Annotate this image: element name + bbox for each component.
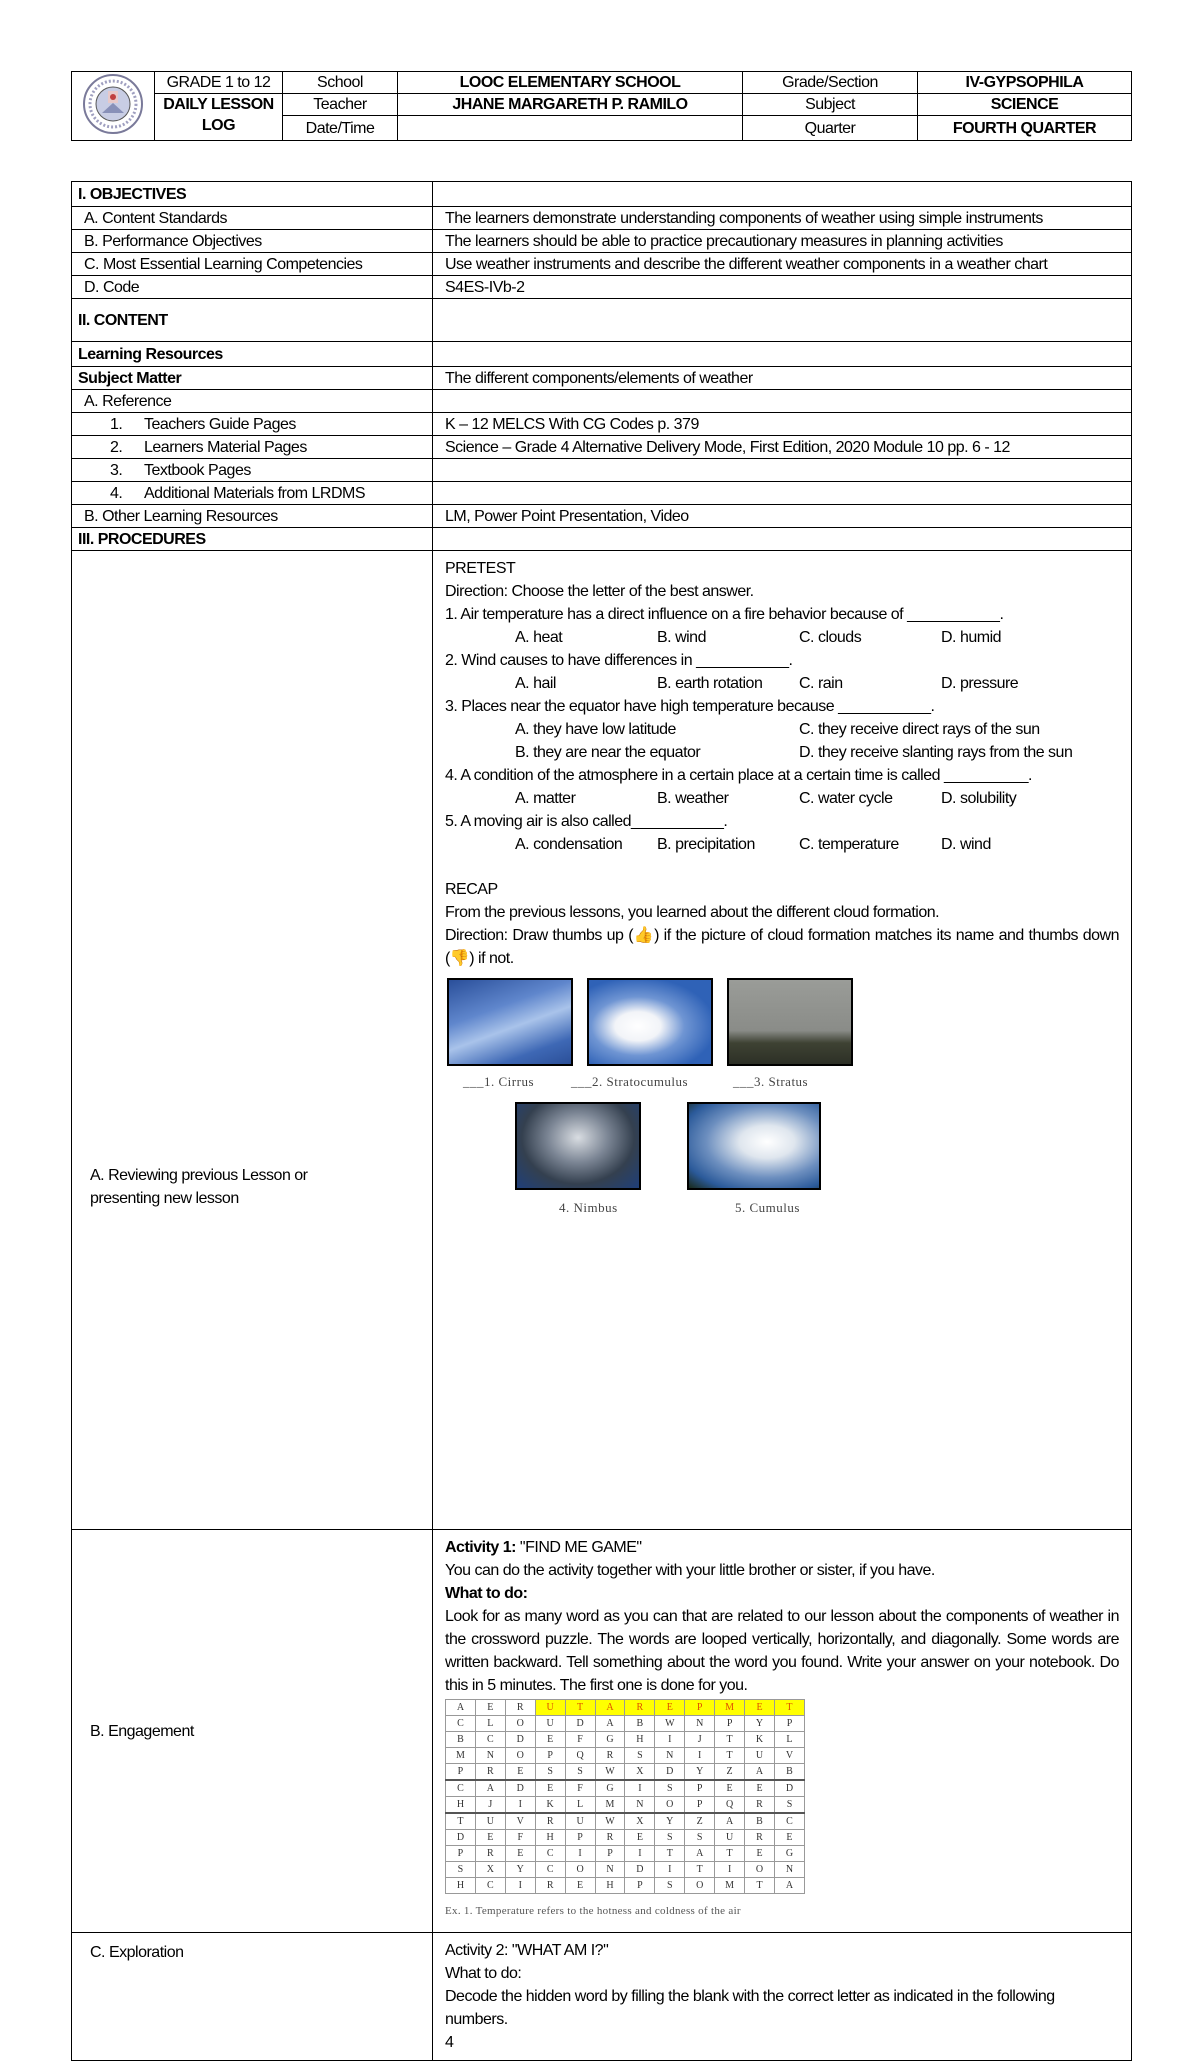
grid-cell: R — [475, 1846, 505, 1862]
grid-cell: P — [685, 1797, 715, 1814]
other-resources-label: B. Other Learning Resources — [72, 505, 433, 528]
activity1-title-rest: "FIND ME GAME" — [515, 1539, 642, 1556]
grid-cell: G — [595, 1732, 625, 1748]
grid-cell: E — [625, 1830, 655, 1846]
school-value: LOOC ELEMENTARY SCHOOL — [398, 72, 743, 94]
grid-row — [446, 1846, 805, 1862]
grid-cell: P — [685, 1700, 715, 1716]
grid-cell: H — [625, 1732, 655, 1748]
grid-cell: D — [625, 1862, 655, 1878]
grid-cell: T — [685, 1862, 715, 1878]
question-5-options — [445, 833, 1119, 856]
grid-cell: H — [446, 1878, 476, 1894]
log-title-line2: DAILY LESSON — [163, 96, 274, 113]
teacher-label: Teacher — [283, 94, 398, 116]
grid-cell: A — [715, 1813, 745, 1830]
deped-seal — [72, 72, 155, 141]
option: D. they receive slanting rays from the sun — [799, 744, 1073, 761]
grade-section-value: IV-GYPSOPHILA — [918, 72, 1132, 94]
grid-cell: E — [535, 1732, 565, 1748]
objective-label: B. Performance Objectives — [72, 230, 433, 253]
question-3: 3. Places near the equator have high temperature because ___________. — [445, 698, 935, 715]
option: C. temperature — [799, 836, 899, 853]
grid-cell: I — [655, 1732, 685, 1748]
grid-cell: E — [475, 1700, 505, 1716]
grid-cell: R — [745, 1797, 775, 1814]
caption-nimbus: 4. Nimbus — [559, 1200, 618, 1215]
option: D. humid — [941, 629, 1002, 646]
grid-cell: C — [475, 1732, 505, 1748]
activity1-what: What to do: — [445, 1585, 528, 1602]
stratocumulus-image — [587, 978, 713, 1066]
grid-cell: W — [595, 1813, 625, 1830]
grid-cell: C — [446, 1780, 476, 1797]
lesson-log-page — [71, 71, 1131, 2061]
grid-cell: R — [625, 1700, 655, 1716]
grid-cell: N — [595, 1862, 625, 1878]
grid-cell: X — [475, 1862, 505, 1878]
activity1-title — [445, 1536, 1119, 1559]
pretest-direction: Direction: Choose the letter of the best answer. — [445, 583, 754, 600]
grid-cell: R — [745, 1830, 775, 1846]
datetime-value — [398, 116, 743, 141]
grid-cell: P — [535, 1748, 565, 1764]
caption-stratocumulus: ___2. Stratocumulus — [571, 1074, 689, 1089]
caption-cirrus: ___1. Cirrus — [463, 1074, 534, 1089]
option: A. they have low latitude — [515, 721, 676, 738]
grid-row — [446, 1764, 805, 1781]
grid-cell: E — [774, 1830, 804, 1846]
grid-cell: U — [535, 1716, 565, 1732]
grid-cell: S — [565, 1764, 595, 1781]
ref-row-label — [72, 413, 433, 436]
other-resources-value: LM, Power Point Presentation, Video — [433, 505, 1132, 528]
ref-value: K – 12 MELCS With CG Codes p. 379 — [433, 413, 1132, 436]
grid-cell: D — [565, 1716, 595, 1732]
option: D. solubility — [941, 790, 1017, 807]
objective-label: D. Code — [72, 276, 433, 299]
grid-cell: Y — [505, 1862, 535, 1878]
grid-cell: A — [595, 1700, 625, 1716]
ref-row-label — [72, 459, 433, 482]
grid-row — [446, 1797, 805, 1814]
grid-cell: Z — [715, 1764, 745, 1781]
question-3-options — [445, 718, 1119, 741]
teacher-value: JHANE MARGARETH P. RAMILO — [398, 94, 743, 116]
grid-cell: H — [446, 1797, 476, 1814]
grid-row — [446, 1878, 805, 1894]
log-title-line3: LOG — [201, 117, 236, 134]
grid-cell: C — [535, 1862, 565, 1878]
grid-row — [446, 1862, 805, 1878]
grid-cell: A — [745, 1764, 775, 1781]
grid-cell: T — [446, 1813, 476, 1830]
grid-cell: D — [446, 1830, 476, 1846]
grid-cell: C — [475, 1878, 505, 1894]
grid-cell: P — [565, 1830, 595, 1846]
grid-cell: N — [625, 1797, 655, 1814]
grid-row — [446, 1748, 805, 1764]
option: A. matter — [515, 790, 576, 807]
grid-cell: E — [655, 1700, 685, 1716]
option: B. wind — [657, 629, 706, 646]
grid-cell: O — [505, 1748, 535, 1764]
grid-cell: W — [595, 1764, 625, 1781]
exploration-cell — [433, 1933, 1132, 2061]
grid-row — [446, 1700, 805, 1716]
grid-row — [446, 1830, 805, 1846]
grid-cell: Z — [685, 1813, 715, 1830]
objective-label: A. Content Standards — [72, 207, 433, 230]
grade-section-label: Grade/Section — [743, 72, 918, 94]
grid-cell: O — [745, 1862, 775, 1878]
pretest-recap-cell — [433, 551, 1132, 1530]
grid-cell: A — [595, 1716, 625, 1732]
subject-matter-label: Subject Matter — [72, 367, 433, 390]
objectives-heading: I. OBJECTIVES — [72, 182, 433, 207]
grid-cell: R — [595, 1748, 625, 1764]
recap-line: From the previous lessons, you learned about the different cloud formation. — [445, 904, 940, 921]
option: B. precipitation — [657, 836, 755, 853]
grid-cell: B — [745, 1813, 775, 1830]
grid-cell: T — [715, 1846, 745, 1862]
grid-cell: U — [475, 1813, 505, 1830]
grid-cell: A — [475, 1780, 505, 1797]
ref-num: 4. — [110, 484, 123, 502]
ref-label: Textbook Pages — [144, 461, 251, 479]
grid-cell: I — [505, 1878, 535, 1894]
grid-cell: T — [655, 1846, 685, 1862]
question-4: 4. A condition of the atmosphere in a certain place at a certain time is called __________. — [445, 767, 1032, 784]
grid-cell: F — [565, 1780, 595, 1797]
page-number: 4 — [445, 2034, 454, 2051]
grid-cell: Y — [685, 1764, 715, 1781]
procedures-heading: III. PROCEDURES — [72, 528, 433, 551]
grid-cell: P — [685, 1780, 715, 1797]
log-title-rest — [155, 94, 283, 141]
activity1-line: You can do the activity together with your little brother or sister, if you have. — [445, 1562, 935, 1579]
grid-cell: T — [715, 1732, 745, 1748]
ref-row-label — [72, 436, 433, 459]
subject-label: Subject — [743, 94, 918, 116]
grid-cell: I — [625, 1780, 655, 1797]
grid-cell: R — [595, 1830, 625, 1846]
option: A. hail — [515, 675, 556, 692]
review-lesson-text: A. Reviewing previous Lesson or presenting new lesson — [90, 1167, 308, 1207]
nimbus-image — [515, 1102, 641, 1190]
grid-cell: D — [505, 1732, 535, 1748]
grid-cell: D — [774, 1780, 804, 1797]
reference-label: A. Reference — [72, 390, 433, 413]
grid-cell: F — [505, 1830, 535, 1846]
grid-cell: C — [535, 1846, 565, 1862]
question-4-options — [445, 787, 1119, 810]
grid-cell: N — [655, 1748, 685, 1764]
grid-cell: P — [446, 1764, 476, 1781]
grid-cell: V — [505, 1813, 535, 1830]
grid-row — [446, 1780, 805, 1797]
pretest-title: PRETEST — [445, 560, 516, 577]
grid-cell: P — [625, 1878, 655, 1894]
log-title-line1: GRADE 1 to 12 — [155, 72, 283, 94]
cloud-pictures — [445, 970, 1119, 1242]
grid-cell: I — [715, 1862, 745, 1878]
option: B. they are near the equator — [515, 744, 701, 761]
grid-cell: N — [774, 1862, 804, 1878]
ref-label: Learners Material Pages — [144, 438, 307, 456]
grid-cell: S — [625, 1748, 655, 1764]
objective-value: The learners should be able to practice precautionary measures in planning activities — [433, 230, 1132, 253]
grid-cell: K — [745, 1732, 775, 1748]
grid-cell: W — [655, 1716, 685, 1732]
grid-cell: O — [565, 1862, 595, 1878]
grid-row — [446, 1813, 805, 1830]
activity1-title-bold: Activity 1: — [445, 1539, 516, 1556]
objective-label: C. Most Essential Learning Competencies — [72, 253, 433, 276]
ref-num: 2. — [110, 438, 123, 456]
grid-cell: P — [446, 1846, 476, 1862]
cumulus-image — [687, 1102, 821, 1190]
grid-cell: N — [685, 1716, 715, 1732]
option: A. heat — [515, 629, 563, 646]
grid-cell: X — [625, 1813, 655, 1830]
grid-cell: M — [446, 1748, 476, 1764]
ref-value: Science – Grade 4 Alternative Delivery Mode, First Edition, 2020 Module 10 pp. 6 - 12 — [433, 436, 1132, 459]
grid-cell: U — [535, 1700, 565, 1716]
activity1-example: Ex. 1. Temperature refers to the hotness and coldness of the air — [445, 1905, 741, 1917]
grid-cell: R — [505, 1700, 535, 1716]
option: B. earth rotation — [657, 675, 763, 692]
stratus-image — [727, 978, 853, 1066]
grid-cell: X — [625, 1764, 655, 1781]
seal-icon — [82, 73, 144, 135]
recap-direction: Direction: Draw thumbs up (👍) if the picture of cloud formation matches its name and thumbs down (👎) if not. — [445, 927, 1119, 967]
exploration-label: C. Exploration — [72, 1933, 433, 2061]
grid-cell: D — [505, 1780, 535, 1797]
grid-cell: O — [655, 1797, 685, 1814]
option: A. condensation — [515, 836, 623, 853]
grid-cell: I — [685, 1748, 715, 1764]
grid-cell: N — [475, 1748, 505, 1764]
grid-cell: I — [565, 1846, 595, 1862]
grid-cell: L — [774, 1732, 804, 1748]
procedures-table — [71, 550, 1132, 2061]
option: C. clouds — [799, 629, 862, 646]
caption-cumulus: 5. Cumulus — [735, 1200, 800, 1215]
question-2: 2. Wind causes to have differences in ___________. — [445, 652, 793, 669]
grid-cell: B — [774, 1764, 804, 1781]
learning-resources-heading: Learning Resources — [72, 342, 433, 367]
grid-cell: T — [565, 1700, 595, 1716]
grid-cell: I — [625, 1846, 655, 1862]
grid-cell: E — [535, 1780, 565, 1797]
grid-cell: K — [535, 1797, 565, 1814]
grid-cell: H — [535, 1830, 565, 1846]
grid-cell: S — [774, 1797, 804, 1814]
question-1: 1. Air temperature has a direct influence on a fire behavior because of ___________. — [445, 606, 1004, 623]
grid-cell: V — [774, 1748, 804, 1764]
recap-title: RECAP — [445, 881, 498, 898]
grid-cell: U — [565, 1813, 595, 1830]
caption-stratus: ___3. Stratus — [733, 1074, 809, 1089]
grid-cell: S — [535, 1764, 565, 1781]
grid-cell: E — [505, 1764, 535, 1781]
option: C. they receive direct rays of the sun — [799, 721, 1040, 738]
ref-value — [433, 459, 1132, 482]
subject-value: SCIENCE — [918, 94, 1132, 116]
grid-cell: E — [505, 1846, 535, 1862]
activity2-what: What to do: — [445, 1965, 522, 1982]
grid-cell: L — [565, 1797, 595, 1814]
grid-cell: L — [475, 1716, 505, 1732]
grid-cell: G — [774, 1846, 804, 1862]
engagement-cell — [433, 1530, 1132, 1933]
grid-cell: M — [715, 1700, 745, 1716]
grid-cell: C — [446, 1716, 476, 1732]
quarter-value: FOURTH QUARTER — [918, 116, 1132, 141]
grid-row — [446, 1716, 805, 1732]
grid-cell: R — [535, 1813, 565, 1830]
grid-cell: E — [715, 1780, 745, 1797]
grid-cell: E — [565, 1878, 595, 1894]
grid-cell: U — [745, 1748, 775, 1764]
ref-row-label — [72, 482, 433, 505]
grid-cell: I — [505, 1797, 535, 1814]
ref-num: 3. — [110, 461, 123, 479]
subject-matter-value: The different components/elements of weather — [433, 367, 1132, 390]
question-2-options — [445, 672, 1119, 695]
grid-cell: E — [745, 1700, 775, 1716]
ref-num: 1. — [110, 415, 123, 433]
grid-cell: R — [475, 1764, 505, 1781]
activity1-instructions: Look for as many word as you can that are related to our lesson about the components of weather in the crossword puzzle. The words are looped vertically, horizontally, and diagonally. Some words are written backward. Tell something about the word you found. Write your answer on your notebook. Do this in 5 minutes. The first one is done for you. — [445, 1608, 1119, 1694]
option: C. rain — [799, 675, 843, 692]
grid-cell: T — [745, 1878, 775, 1894]
grid-cell: P — [595, 1846, 625, 1862]
grid-cell: S — [655, 1780, 685, 1797]
grid-cell: G — [595, 1780, 625, 1797]
ref-label: Teachers Guide Pages — [144, 415, 296, 433]
grid-cell: E — [745, 1846, 775, 1862]
grid-cell: A — [685, 1846, 715, 1862]
question-3-options-2 — [445, 741, 1119, 764]
grid-cell: Y — [655, 1813, 685, 1830]
grid-cell: U — [715, 1830, 745, 1846]
grid-cell: Q — [715, 1797, 745, 1814]
datetime-label: Date/Time — [283, 116, 398, 141]
grid-cell: P — [774, 1716, 804, 1732]
objective-value: The learners demonstrate understanding components of weather using simple instruments — [433, 207, 1132, 230]
ref-label: Additional Materials from LRDMS — [144, 484, 366, 502]
school-label: School — [283, 72, 398, 94]
grid-cell: O — [505, 1716, 535, 1732]
objective-value: Use weather instruments and describe the different weather components in a weather chart — [433, 253, 1132, 276]
grid-cell: M — [595, 1797, 625, 1814]
activity2-title: Activity 2: "WHAT AM I?" — [445, 1942, 609, 1959]
option: C. water cycle — [799, 790, 893, 807]
grid-cell: I — [655, 1862, 685, 1878]
grid-cell: A — [446, 1700, 476, 1716]
grid-cell: S — [685, 1830, 715, 1846]
grid-cell: S — [446, 1862, 476, 1878]
grid-cell: Q — [565, 1748, 595, 1764]
option: B. weather — [657, 790, 729, 807]
grid-cell: F — [565, 1732, 595, 1748]
cirrus-image — [447, 978, 573, 1066]
grid-cell: B — [446, 1732, 476, 1748]
grid-cell: A — [774, 1878, 804, 1894]
engagement-label: B. Engagement — [72, 1530, 433, 1933]
grid-cell: T — [715, 1748, 745, 1764]
objective-value: S4ES-IVb-2 — [433, 276, 1132, 299]
grid-cell: P — [715, 1716, 745, 1732]
grid-cell: M — [715, 1878, 745, 1894]
grid-cell: E — [475, 1830, 505, 1846]
word-search-grid — [445, 1699, 805, 1894]
grid-cell: B — [625, 1716, 655, 1732]
grid-cell: D — [655, 1764, 685, 1781]
review-lesson-label — [72, 551, 433, 1530]
option: D. wind — [941, 836, 991, 853]
grid-cell: J — [685, 1732, 715, 1748]
question-1-options — [445, 626, 1119, 649]
activity2-instructions: Decode the hidden word by filling the blank with the correct letter as indicated in the following numbers. — [445, 1988, 1055, 2028]
question-5: 5. A moving air is also called___________. — [445, 813, 728, 830]
grid-cell: C — [774, 1813, 804, 1830]
grid-cell: T — [774, 1700, 804, 1716]
grid-cell: Y — [745, 1716, 775, 1732]
grid-cell: J — [475, 1797, 505, 1814]
quarter-label: Quarter — [743, 116, 918, 141]
lesson-table — [71, 181, 1132, 551]
grid-cell: S — [655, 1878, 685, 1894]
grid-cell: S — [655, 1830, 685, 1846]
content-heading: II. CONTENT — [72, 299, 433, 342]
grid-cell: R — [535, 1878, 565, 1894]
header-table — [71, 71, 1132, 141]
grid-cell: E — [745, 1780, 775, 1797]
option: D. pressure — [941, 675, 1019, 692]
grid-cell: H — [595, 1878, 625, 1894]
ref-value — [433, 482, 1132, 505]
grid-row — [446, 1732, 805, 1748]
grid-cell: O — [685, 1878, 715, 1894]
